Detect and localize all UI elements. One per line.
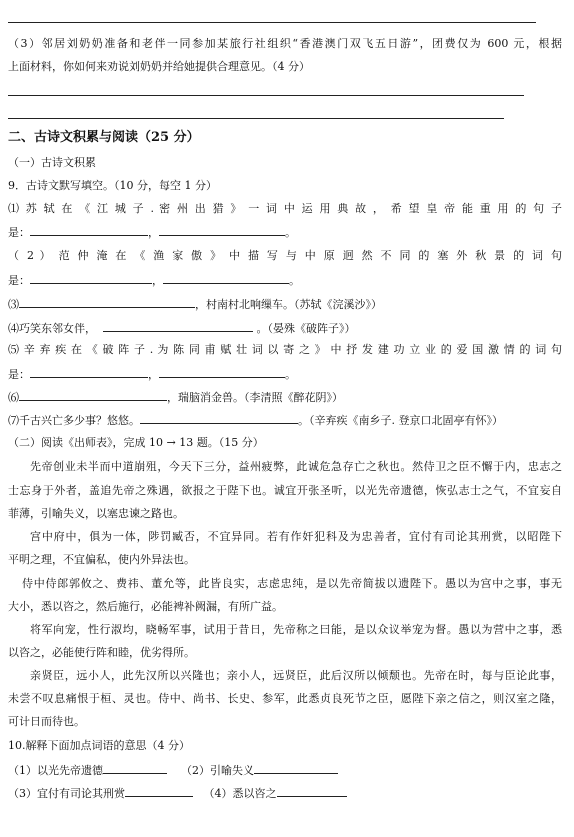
question-10-title: 10.解释下面加点词语的意思（4 分） <box>8 739 190 752</box>
question-9-2-answer <box>8 272 562 288</box>
question-3-text-cont: 上面材料，你如何来劝说刘奶奶并给她提供合理意见。（4 分） <box>8 60 310 73</box>
passage-line: 大小，悉以咨之，然后施行，必能裨补阙漏，有所广益。 <box>8 600 283 613</box>
answer-blank[interactable] <box>159 224 285 236</box>
question-3-text: （3）邻居刘奶奶准备和老伴一同参加某旅行社组织“香港澳门双飞五日游”，团费仅为 600 元，根据 <box>8 37 562 50</box>
question-9-2: （ 2 ） 范 仲 淹 在 《 渔 家 傲 》 中 描 写 与 中 原 迥 然 不 同 的 塞 外 秋 景 的 词 句 <box>8 249 562 262</box>
question-9-3 <box>8 296 562 312</box>
answer-blank[interactable] <box>277 785 347 797</box>
poem-line: ⑺千古兴亡多少事？悠悠。 <box>8 414 140 427</box>
passage-line: 菲薄，引喻失义，以塞忠谏之路也。 <box>8 507 184 520</box>
question-10-row-1 <box>8 762 562 778</box>
question-10-4: （4）悉以咨之 <box>203 787 277 800</box>
period: 。 <box>289 274 300 287</box>
question-9-title: 9．古诗文默写填空。（10 分，每空 1 分） <box>8 179 217 192</box>
prefix: 是： <box>8 368 30 381</box>
question-9-1-answer <box>8 224 562 240</box>
answer-blank[interactable] <box>140 412 298 424</box>
question-10-2: （2）引喻失义 <box>181 764 254 777</box>
passage-line: 可计日而待也。 <box>8 715 85 728</box>
answer-blank[interactable] <box>103 762 167 774</box>
passage-line: 侍中侍郎郭攸之、费祎、董允等，此皆良实，志虑忠纯，是以先帝简拔以遗陛下。愚以为宫中之事，事无 <box>22 577 562 590</box>
answer-blank[interactable] <box>30 224 148 236</box>
poem-line: ，村南村北响缫车。（苏轼《浣溪沙》） <box>195 298 382 311</box>
answer-line <box>8 118 504 119</box>
comma: ， <box>148 226 159 239</box>
poem-line: ⑷巧笑东邻女伴， <box>8 322 96 335</box>
answer-blank[interactable] <box>30 272 152 284</box>
answer-blank[interactable] <box>125 785 193 797</box>
passage-line: 士忘身于外者，盖追先帝之殊遇，欲报之于陛下也。诚宜开张圣听，以光先帝遗德，恢弘志士之气，不宜妄自 <box>8 484 562 497</box>
passage-line: 亲贤臣，远小人，此先汉所以兴隆也；亲小人，远贤臣，此后汉所以倾颓也。先帝在时，每与臣论此事， <box>30 669 562 682</box>
passage-line: 先帝创业未半而中道崩殂，今天下三分，益州疲弊，此诚危急存亡之秋也。然侍卫之臣不懈于内，忠志之 <box>30 460 562 473</box>
period: 。 <box>285 368 296 381</box>
prefix: 是： <box>8 226 30 239</box>
answer-blank[interactable] <box>19 296 195 308</box>
comma: ， <box>152 274 163 287</box>
answer-blank[interactable] <box>163 272 289 284</box>
period: 。 <box>285 226 296 239</box>
passage-line: 平明之理，不宜偏私，使内外异法也。 <box>8 553 195 566</box>
subsection-title: （一）古诗文积累 <box>8 156 96 169</box>
answer-line <box>8 22 536 23</box>
question-9-5-answer <box>8 366 562 382</box>
question-9-5: ⑸ 辛 弃 疾 在 《 破 阵 子 . 为 陈 同 甫 赋 壮 词 以 寄 之 》 中 抒 发 建 功 立 业 的 爱 国 激 情 的 词 句 <box>8 343 562 356</box>
question-9-7 <box>8 412 562 428</box>
item-number: ⑶ <box>8 298 19 311</box>
question-9-4 <box>8 320 562 336</box>
question-10-1: （1）以光先帝遗德 <box>8 764 103 777</box>
answer-blank[interactable] <box>254 762 338 774</box>
prefix: 是： <box>8 274 30 287</box>
question-9-1: ⑴ 苏 轼 在 《 江 城 子 . 密 州 出 猎 》 一 词 中 运 用 典 故 ， 希 望 皇 帝 能 重 用 的 句 子 <box>8 202 562 215</box>
answer-blank[interactable] <box>19 389 167 401</box>
question-9-6 <box>8 389 562 405</box>
passage-line: 未尝不叹息痛恨于桓、灵也。侍中、尚书、长史、参军，此悉贞良死节之臣，愿陛下亲之信之，则汉室之隆， <box>8 692 562 705</box>
comma: ， <box>148 368 159 381</box>
answer-blank[interactable] <box>30 366 148 378</box>
subsection-title: （二）阅读《出师表》，完成 10 → 13 题。（15 分） <box>8 436 264 449</box>
answer-line <box>8 95 524 96</box>
poem-source: 。（辛弃疾《南乡子. 登京口北固亭有怀》） <box>298 414 503 427</box>
passage-line: 以咨之，必能使行阵和睦，优劣得所。 <box>8 646 195 659</box>
item-number: ⑹ <box>8 391 19 404</box>
question-10-row-2 <box>8 785 562 801</box>
poem-line: ，瑞脑消金兽。（李清照《醉花阴》） <box>167 391 343 404</box>
passage-line: 将军向宠，性行淑均，晓畅军事，试用于昔日，先帝称之曰能，是以众议举宠为督。愚以为营中之事，悉 <box>30 623 562 636</box>
poem-source: 。（晏殊《破阵子》） <box>256 322 356 335</box>
answer-blank[interactable] <box>103 320 253 332</box>
passage-line: 宫中府中，俱为一体，陟罚臧否，不宜异同。若有作奸犯科及为忠善者，宜付有司论其刑赏，以昭陛下 <box>30 530 562 543</box>
question-10-3: （3）宜付有司论其刑赏 <box>8 787 125 800</box>
section-title: 二、古诗文积累与阅读（25 分） <box>8 130 200 145</box>
answer-blank[interactable] <box>159 366 285 378</box>
